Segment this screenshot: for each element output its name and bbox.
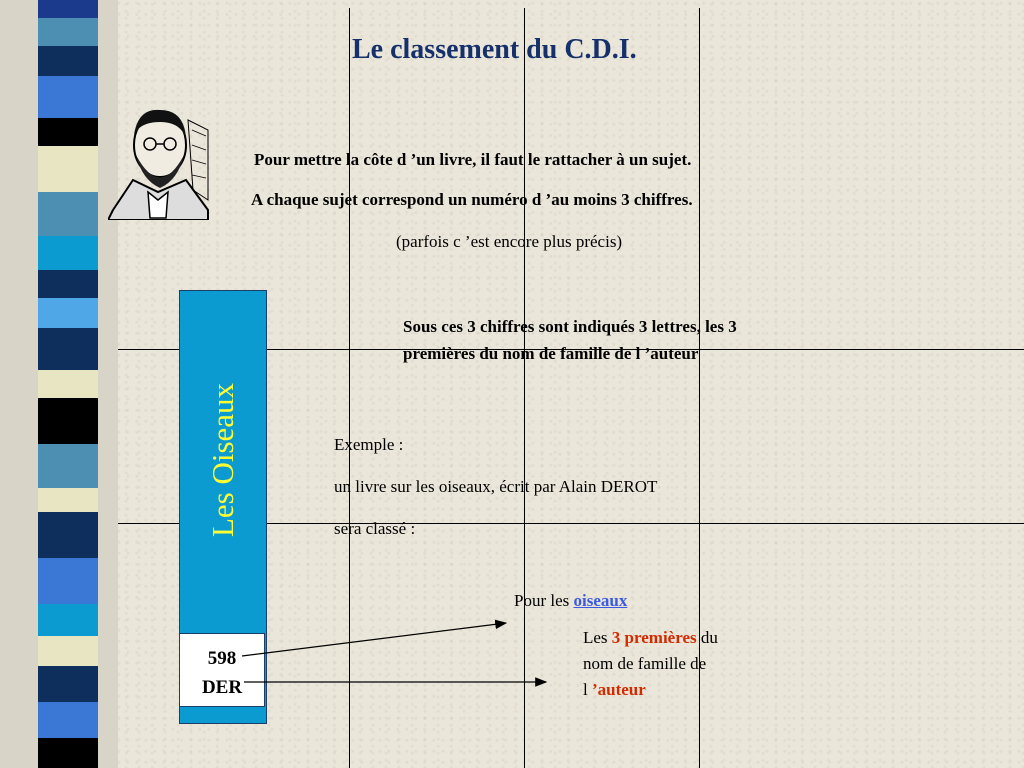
example-heading: Exemple :	[334, 435, 404, 454]
annotation-letters-text: Les	[583, 628, 612, 647]
call-number-letters: DER	[201, 677, 243, 698]
example-line-2: un livre sur les oiseaux, écrit par Alain DEROT	[334, 477, 658, 496]
letters-note-line-1: Sous ces 3 chiffres sont indiqués 3 lettres, les 3	[403, 317, 737, 336]
intro-line-3: (parfois c ’est encore plus précis)	[396, 232, 623, 251]
annotation-number	[514, 591, 627, 611]
book-spine-label: Les Oiseaux	[205, 382, 240, 538]
letters-note-line-2: premières du nom de famille de l ’auteur	[403, 344, 699, 363]
arrow-right-icon	[242, 623, 506, 656]
annotation-letters-text: l	[583, 680, 592, 699]
call-number-digits: 598	[207, 648, 237, 669]
annotation-letters-highlight: 3 premières	[611, 628, 697, 647]
intro-line-2: A chaque sujet correspond un numéro d ’au moins 3 chiffres.	[251, 190, 693, 209]
example-line-3: sera classé :	[334, 519, 416, 538]
annotation-letters-highlight: ’auteur	[591, 680, 646, 699]
annotation-letters-line-2: nom de famille de	[583, 654, 707, 673]
annotation-number-highlight[interactable]: oiseaux	[573, 591, 628, 610]
annotation-letters-line-1	[583, 625, 718, 651]
intro-line-1: Pour mettre la côte d ’un livre, il faut le rattacher à un sujet.	[254, 150, 692, 169]
annotation-number-prefix: Pour les	[514, 591, 574, 610]
annotation-letters-text: du	[696, 628, 718, 647]
annotation-letters	[583, 625, 718, 703]
page-title: Le classement du C.D.I.	[352, 34, 637, 65]
annotation-letters-line-3	[583, 677, 718, 703]
